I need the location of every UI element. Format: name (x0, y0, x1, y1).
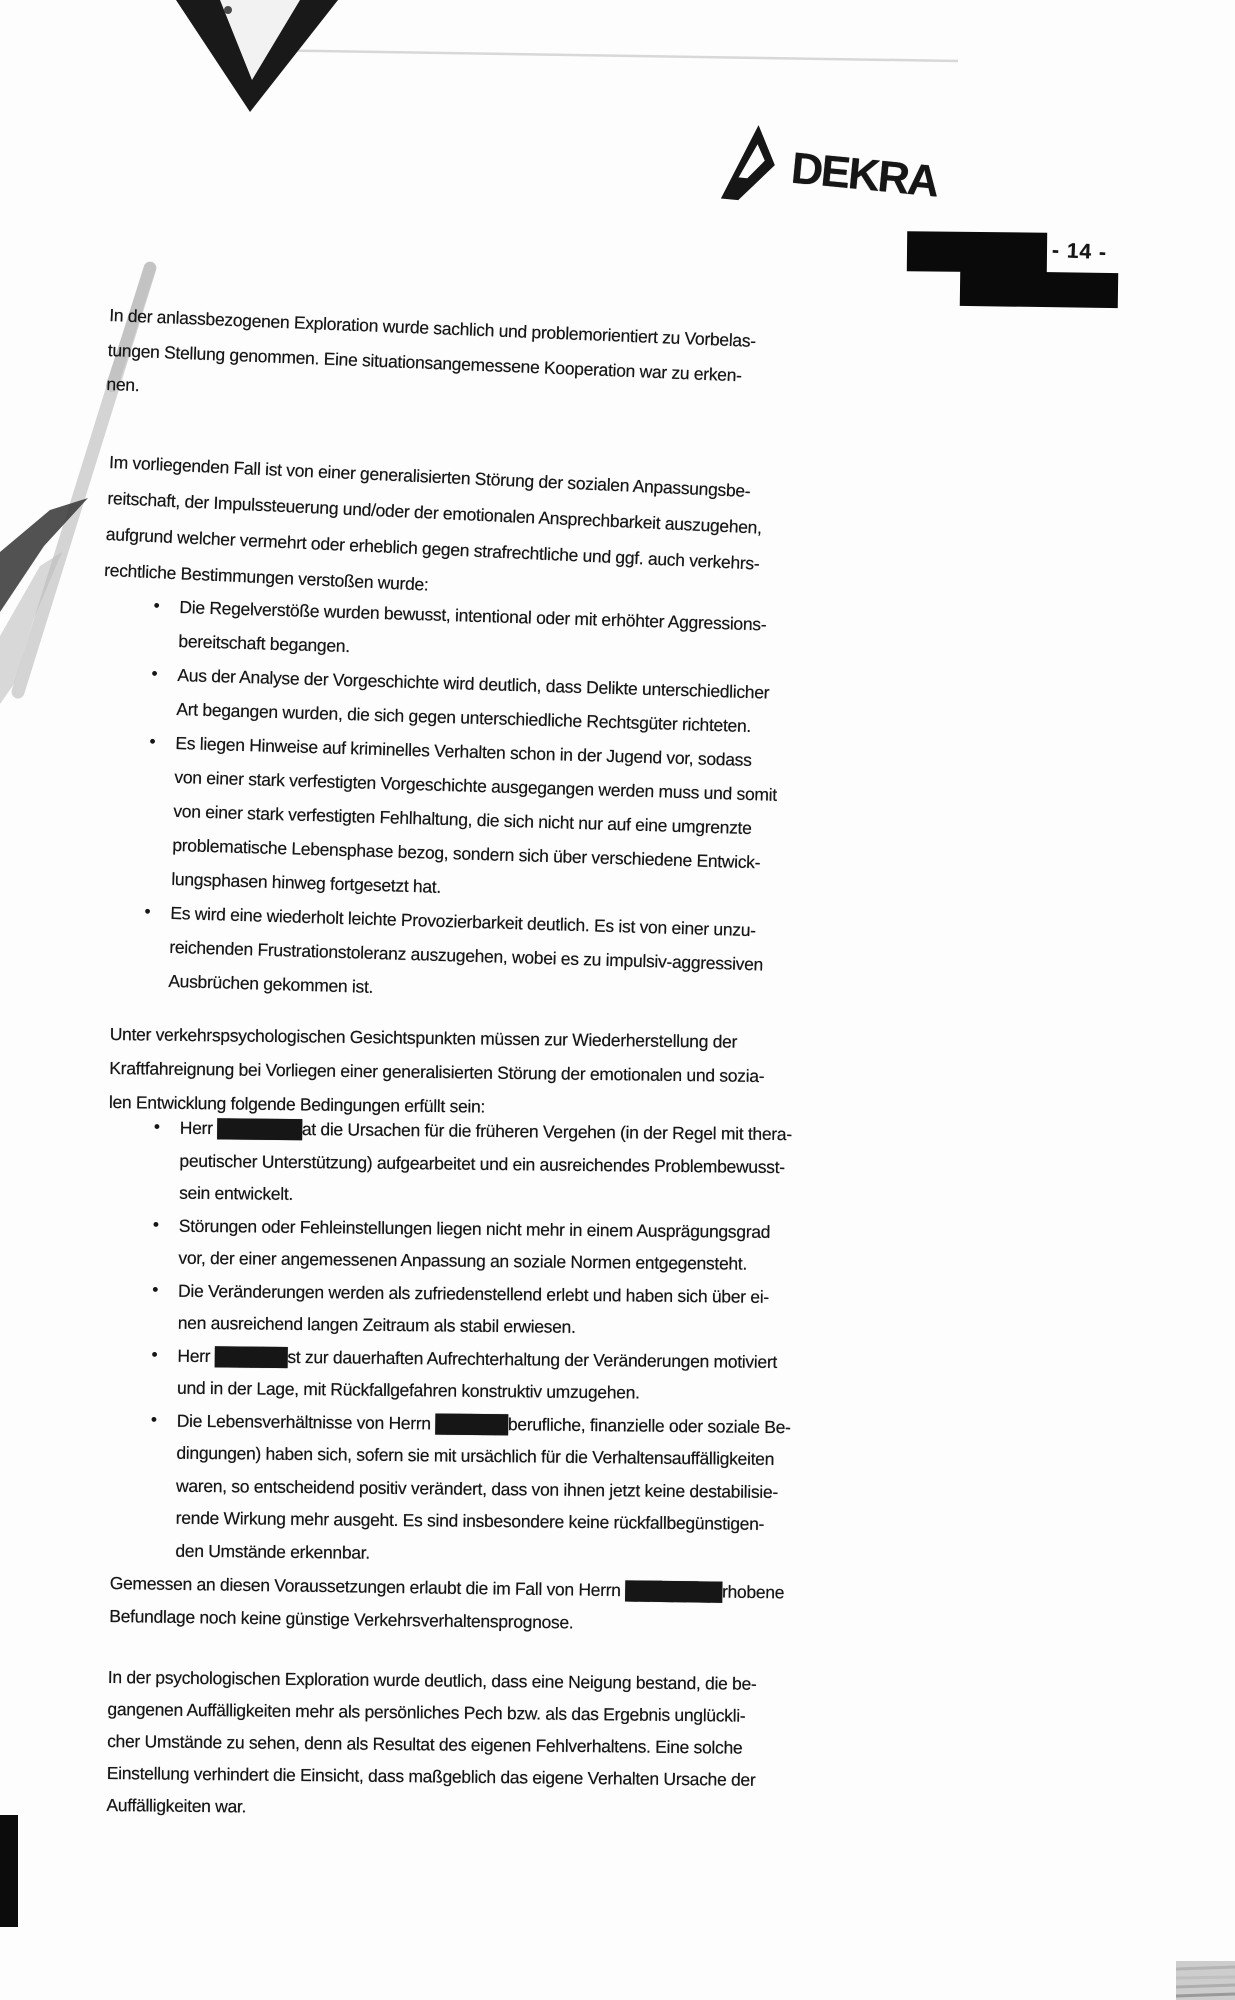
dekra-wordmark: DEKRA (789, 143, 940, 207)
bullet-text: Herr ██████st zur dauerhaften Aufrechterhaltung der Veränderungen motiviert und in der Lage, mit Rückfallgefahren konstruktiv umzugehen. (177, 1345, 778, 1403)
bullet-text: Störungen oder Fehleinstellungen liegen nicht mehr in einem Ausprägungsgrad vor, der einer angemessenen Anpassung an soziale Normen entgegensteht. (178, 1215, 771, 1274)
bullet-icon: • (152, 1278, 159, 1299)
dekra-logo (718, 118, 942, 226)
dekra-arrow-icon (718, 118, 780, 211)
bullet-text: Die Veränderungen werden als zufriedenstellend erlebt und haben sich über ei- nen ausreichend langen Zeitraum als stabil erwiesen. (177, 1280, 769, 1337)
list-item (110, 1208, 1111, 1283)
bullet-icon: • (153, 595, 161, 616)
page-number: - 14 - (1051, 238, 1108, 265)
bullet-list-conditions (107, 1111, 1112, 1576)
bullet-icon: • (152, 1213, 160, 1234)
bullet-text: Es liegen Hinweise auf kriminelles Verhalten schon in der Jugend vor, sodass von einer stark verfestigten Vorgeschichte ausgegangen werden muss und somit von einer stark verfestigten Fehlhaltung, die sich nicht nur auf eine umgrenzte problematische Lebensphase bezog, sondern sich über verschiedene Entwick- lungsphasen hinweg fortgesetzt hat. (171, 732, 778, 897)
list-item (103, 724, 1108, 924)
redaction-bar-header-2 (960, 271, 1118, 308)
bullet-text: Es wird eine wiederholt leichte Provozierbarkeit deutlich. Es ist von einer unzu- reichenden Frustrationstoleranz auszugehen, wobei es zu impulsiv-aggressiven Ausbrüchen gekommen ist. (168, 902, 764, 997)
bullet-icon: • (149, 731, 157, 752)
bullet-text: Aus der Analyse der Vorgeschichte wird deutlich, dass Delikte unterschiedlicher Art begangen wurden, die sich gegen unterschiedliche Rechtsgüter richteten. (176, 664, 770, 737)
paragraph-case: Im vorliegenden Fall ist von einer generalisierten Störung der sozialen Anpassungsbe- reitschaft, der Impulssteuerung und/oder der emotionalen Ansprechbarkeit auszugehen, aufgrund welcher vermehrt oder erheblich gegen strafrechtliche und ggf. auch verkehrs- rechtliche Bestimmungen verstoßen wurde: (103, 451, 763, 595)
bullet-icon: • (151, 663, 159, 684)
paragraph-intro: In der anlassbezogenen Exploration wurde sachlich und problemorientiert zu Vorbelas- tungen Stellung genommen. Eine situationsangemessene Kooperation war zu erken- nen. (106, 304, 757, 396)
bullet-icon: • (151, 1343, 158, 1364)
list-item (111, 1111, 1112, 1219)
bullet-text: Die Regelverstöße wurden bewusst, intentional oder mit erhöhter Aggressions- bereitschaft begangen. (178, 597, 767, 657)
list-item (107, 1403, 1109, 1576)
bullet-list-findings (100, 588, 1112, 1025)
bullet-icon: • (150, 1408, 158, 1429)
bullet-text: Herr ███████at die Ursachen für die früheren Vergehen (in der Regel mit thera- peutischer Unterstützung) aufgearbeitet und ein ausreichendes Problembewusst- sein entwickelt. (179, 1117, 792, 1204)
paragraph-conditions: Unter verkehrspsychologischen Gesichtspunkten müssen zur Wiederherstellung der Kraftfahreignung bei Vorliegen einer generalisierten Störung der emotionalen und sozia- len Entwicklung folgende Bedingungen erfüllt sein: (108, 1023, 765, 1117)
bullet-icon: • (144, 901, 152, 922)
paragraph-conclusion: Gemessen an diesen Voraussetzungen erlaubt die im Fall von Herrn ████████rhobene Befundlage noch keine günstige Verkehrsverhaltensprognose. (109, 1572, 785, 1633)
redaction-bar-header-1 (907, 231, 1047, 272)
paragraph-exploration: In der psychologischen Exploration wurde deutlich, dass eine Neigung bestand, die be- gangenen Auffälligkeiten mehr als persönliches Pech bzw. als das Ergebnis unglückli- cher Umstände zu sehen, denn als Resultat des eigenen Fehlverhaltens. Eine solche Einstellung verhindert die Einsicht, dass maßgeblich das eigene Verhalten Ursache der Auffälligkeiten war. (106, 1666, 757, 1817)
list-item (110, 1273, 1111, 1348)
list-item (109, 1338, 1110, 1413)
bullet-icon: • (153, 1116, 161, 1137)
bullet-text: Die Lebensverhältnisse von Herrn ██████berufliche, finanzielle oder soziale Be- dingungen) haben sich, sofern sie mit ursächlich für die Verhaltensauffälligkeiten waren, so entscheidend positiv verändert, dass von ihnen jetzt keine destabilisie- rende Wirkung mehr ausgeht. Es sind insbesondere keine rückfallbegünstigen- den Umstände erkennbar. (175, 1410, 791, 1563)
